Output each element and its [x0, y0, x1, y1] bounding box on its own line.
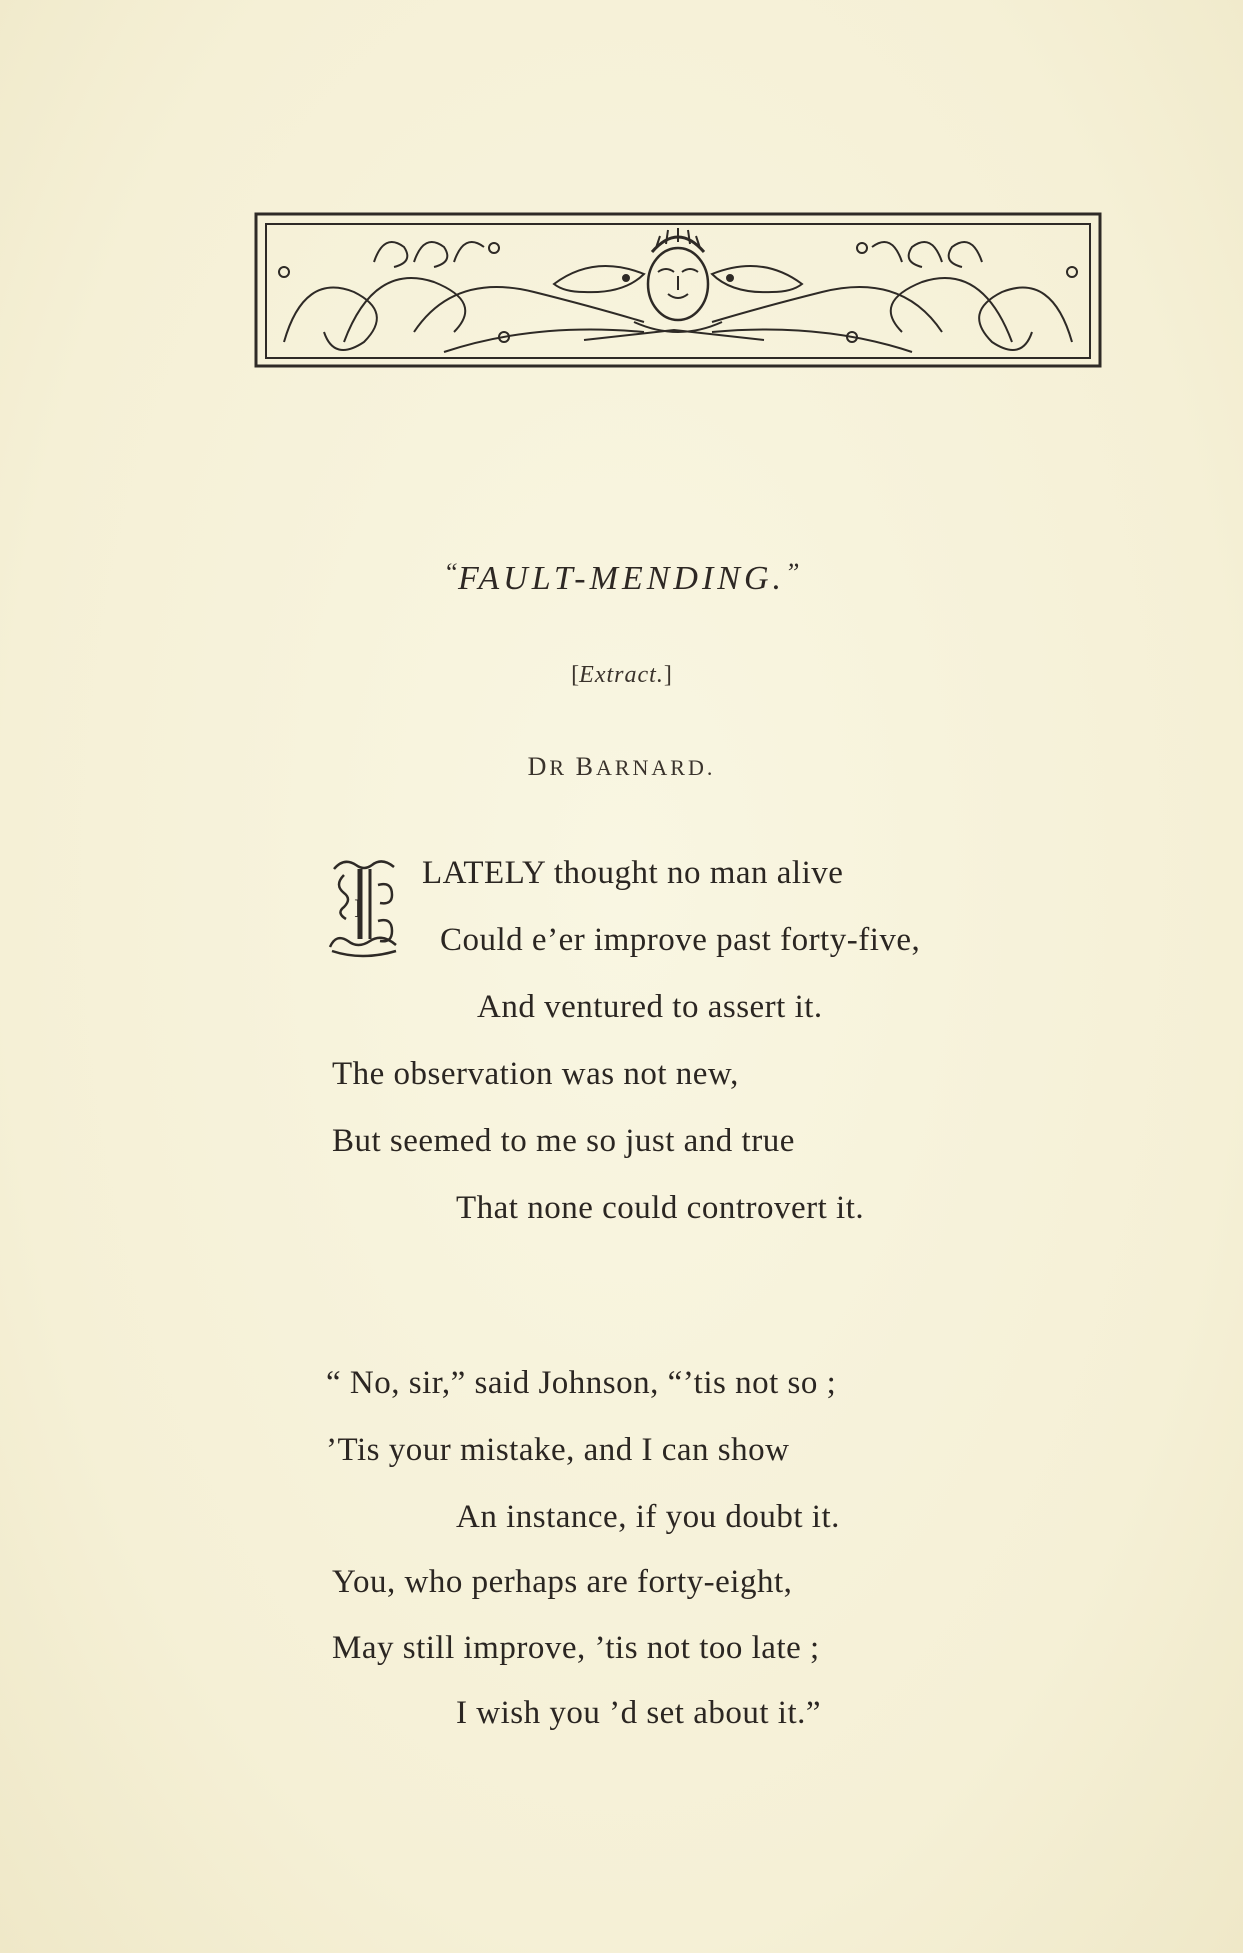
title-close-quote: ” [785, 558, 800, 587]
stanza2-line-6: I wish you ’d set about it.” [456, 1695, 822, 1731]
decorated-initial-icon [326, 855, 402, 961]
author-first-rest: R [549, 755, 568, 780]
ornamental-headpiece-icon [254, 212, 1102, 370]
stanza1-line-6: That none could controvert it. [456, 1190, 865, 1226]
poem-title [0, 558, 1243, 598]
author-name [0, 752, 1243, 782]
extract-open-bracket: [ [571, 662, 580, 688]
author-last-rest: ARNARD. [595, 755, 716, 780]
initial-letter: I [354, 894, 363, 923]
extract-close-bracket: ] [663, 662, 672, 688]
stanza2-line-2: ’Tis your mistake, and I can show [326, 1432, 790, 1468]
stanza2-line-3: An instance, if you doubt it. [456, 1499, 840, 1535]
stanza2-line-5: May still improve, ’tis not too late ; [332, 1630, 820, 1666]
title-text: FAULT-MENDING. [457, 560, 786, 597]
author-last-cap: B [575, 752, 596, 781]
stanza1-line-5: But seemed to me so just and true [332, 1123, 795, 1159]
title-open-quote: “ [443, 558, 458, 587]
stanza1-line-2: Could e’er improve past forty-five, [440, 922, 921, 958]
stanza2-line-1: “ No, sir,” said Johnson, “’tis not so ; [326, 1365, 837, 1401]
extract-note [0, 662, 1243, 689]
stanza2-line-4: You, who perhaps are forty-eight, [332, 1564, 793, 1600]
stanza1-line-3: And ventured to assert it. [477, 989, 823, 1025]
extract-text: Extract. [579, 662, 664, 688]
stanza1-line-4: The observation was not new, [332, 1056, 739, 1092]
author-first-cap: D [527, 752, 550, 781]
stanza1-line-1: LATELY thought no man alive [422, 855, 844, 891]
